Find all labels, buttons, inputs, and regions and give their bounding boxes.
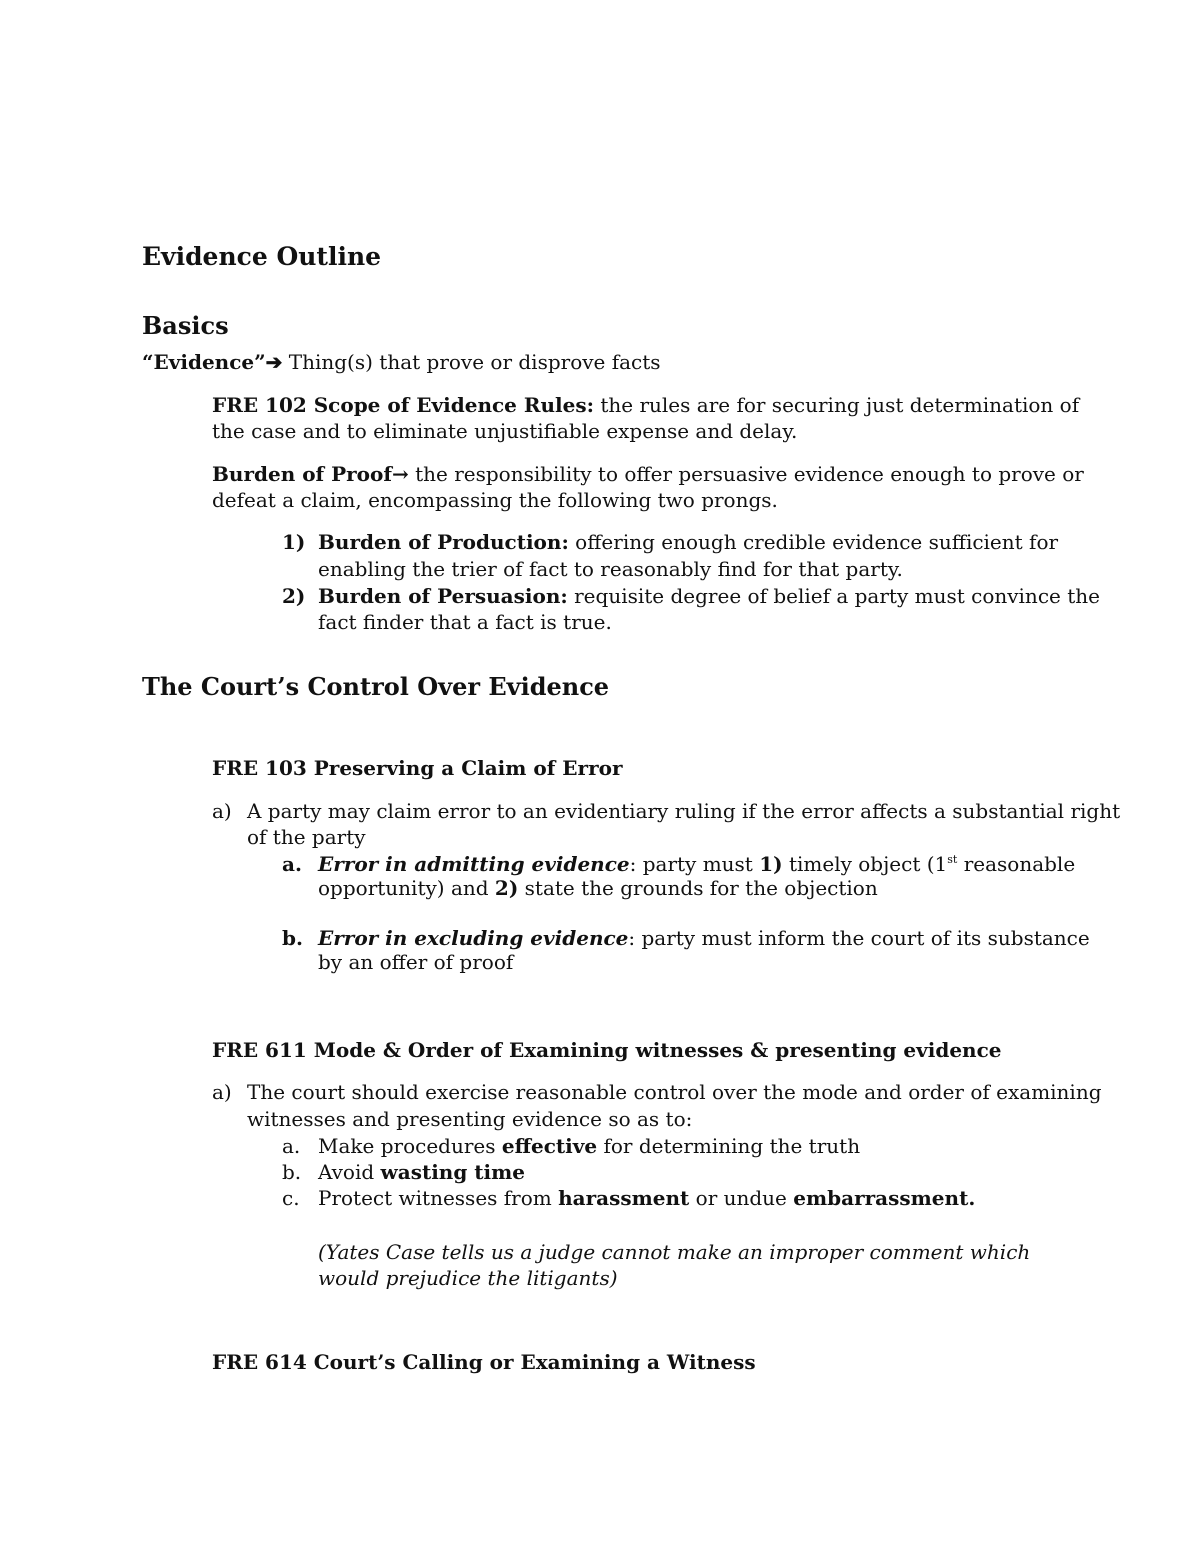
item-emphasis: harassment — [558, 1186, 690, 1210]
burden-label: Burden of Proof — [212, 462, 392, 486]
evidence-term: “Evidence” — [142, 350, 266, 374]
fre102-text: the rules are for securing just determination of — [594, 393, 1080, 417]
fre103-a-line2: of the party — [247, 825, 366, 849]
list-item — [318, 1185, 975, 1211]
fre102-line2: the case and to eliminate unjustifiable expense and delay. — [212, 419, 798, 443]
step-number: 2) — [494, 876, 519, 900]
fre611-heading: FRE 611 Mode & Order of Examining witnesses & presenting evidence — [212, 1038, 1002, 1062]
sub-b-label: Error in excluding evidence — [318, 926, 629, 950]
sub-a-label: Error in admitting evidence — [318, 852, 630, 876]
fre102-label: FRE 102 Scope of Evidence Rules — [212, 393, 587, 417]
list-marker: a) — [212, 799, 232, 823]
fre103-sub-a-line2 — [318, 875, 878, 901]
item-text: for determining the truth — [597, 1134, 861, 1158]
right-arrow-icon: ➔ — [265, 350, 283, 374]
fre103-sub-a-line1 — [318, 851, 1075, 877]
document-title: Evidence Outline — [142, 242, 382, 271]
sub-a-text: timely object (1 — [782, 852, 948, 876]
fre103-a-line1: A party may claim error to an evidentiary ruling if the error affects a substantial right — [247, 799, 1121, 823]
item-emphasis: embarrassment — [793, 1186, 969, 1210]
list-marker: a. — [282, 1134, 301, 1158]
list-marker: b. — [282, 926, 303, 950]
list-marker: c. — [282, 1186, 300, 1210]
sub-a-text: opportunity) and — [318, 876, 495, 900]
right-arrow-icon: → — [391, 462, 409, 486]
prong-text-line2: enabling the trier of fact to reasonably find for that party. — [318, 557, 903, 581]
item-text: Make procedures — [318, 1134, 502, 1158]
sub-a-text: state the grounds for the objection — [518, 876, 878, 900]
ordinal-superscript: st — [947, 853, 958, 866]
section-heading-court-control: The Court’s Control Over Evidence — [142, 672, 610, 701]
sub-a-text: reasonable — [957, 852, 1076, 876]
list-marker: b. — [282, 1160, 302, 1184]
sub-a-text: : party must — [629, 852, 760, 876]
list-item — [318, 1159, 525, 1185]
list-marker: 2) — [282, 584, 306, 608]
prong-colon: : — [561, 530, 569, 554]
prong-colon: : — [560, 584, 568, 608]
item-text: or undue — [689, 1186, 794, 1210]
fre611-a-line2: witnesses and presenting evidence so as to: — [247, 1107, 693, 1131]
item-text: Protect witnesses from — [318, 1186, 559, 1210]
burden-text: the responsibility to offer persuasive evidence enough to prove or — [408, 462, 1084, 486]
list-item — [318, 529, 1058, 555]
step-number: 1) — [759, 852, 783, 876]
yates-note-line2: would prejudice the litigants) — [318, 1266, 618, 1290]
list-marker: 1) — [282, 530, 306, 554]
fre103-heading: FRE 103 Preserving a Claim of Error — [212, 756, 623, 780]
item-emphasis: wasting time — [380, 1160, 526, 1184]
yates-note-line1: (Yates Case tells us a judge cannot make an improper comment which — [318, 1240, 1031, 1264]
fre614-heading: FRE 614 Court’s Calling or Examining a Witness — [212, 1350, 756, 1374]
burden-line2: defeat a claim, encompassing the following two prongs. — [212, 488, 778, 512]
prong-text-line2: fact finder that a fact is true. — [318, 610, 612, 634]
burden-line1 — [212, 461, 1084, 487]
sub-b-text: : party must inform the court of its substance — [628, 926, 1090, 950]
item-text: . — [968, 1186, 976, 1210]
evidence-definition — [142, 349, 661, 375]
fre103-sub-b-line1 — [318, 925, 1090, 951]
item-text: Avoid — [318, 1160, 381, 1184]
prong-label: Burden of Production — [318, 530, 562, 554]
fre102-line1 — [212, 392, 1079, 418]
list-item — [318, 583, 1100, 609]
prong-text: offering enough credible evidence sufficient for — [568, 530, 1059, 554]
fre611-a-line1: The court should exercise reasonable control over the mode and order of examining — [247, 1080, 1102, 1104]
fre103-sub-b-line2: by an offer of proof — [318, 950, 514, 974]
fre102-colon: : — [586, 393, 594, 417]
evidence-definition-text: Thing(s) that prove or disprove facts — [282, 350, 661, 374]
list-marker: a. — [282, 852, 302, 876]
item-emphasis: effective — [501, 1134, 598, 1158]
section-heading-basics: Basics — [142, 311, 229, 340]
list-item — [318, 1133, 860, 1159]
prong-text: requisite degree of belief a party must convince the — [567, 584, 1100, 608]
list-marker: a) — [212, 1080, 232, 1104]
prong-label: Burden of Persuasion — [318, 584, 561, 608]
